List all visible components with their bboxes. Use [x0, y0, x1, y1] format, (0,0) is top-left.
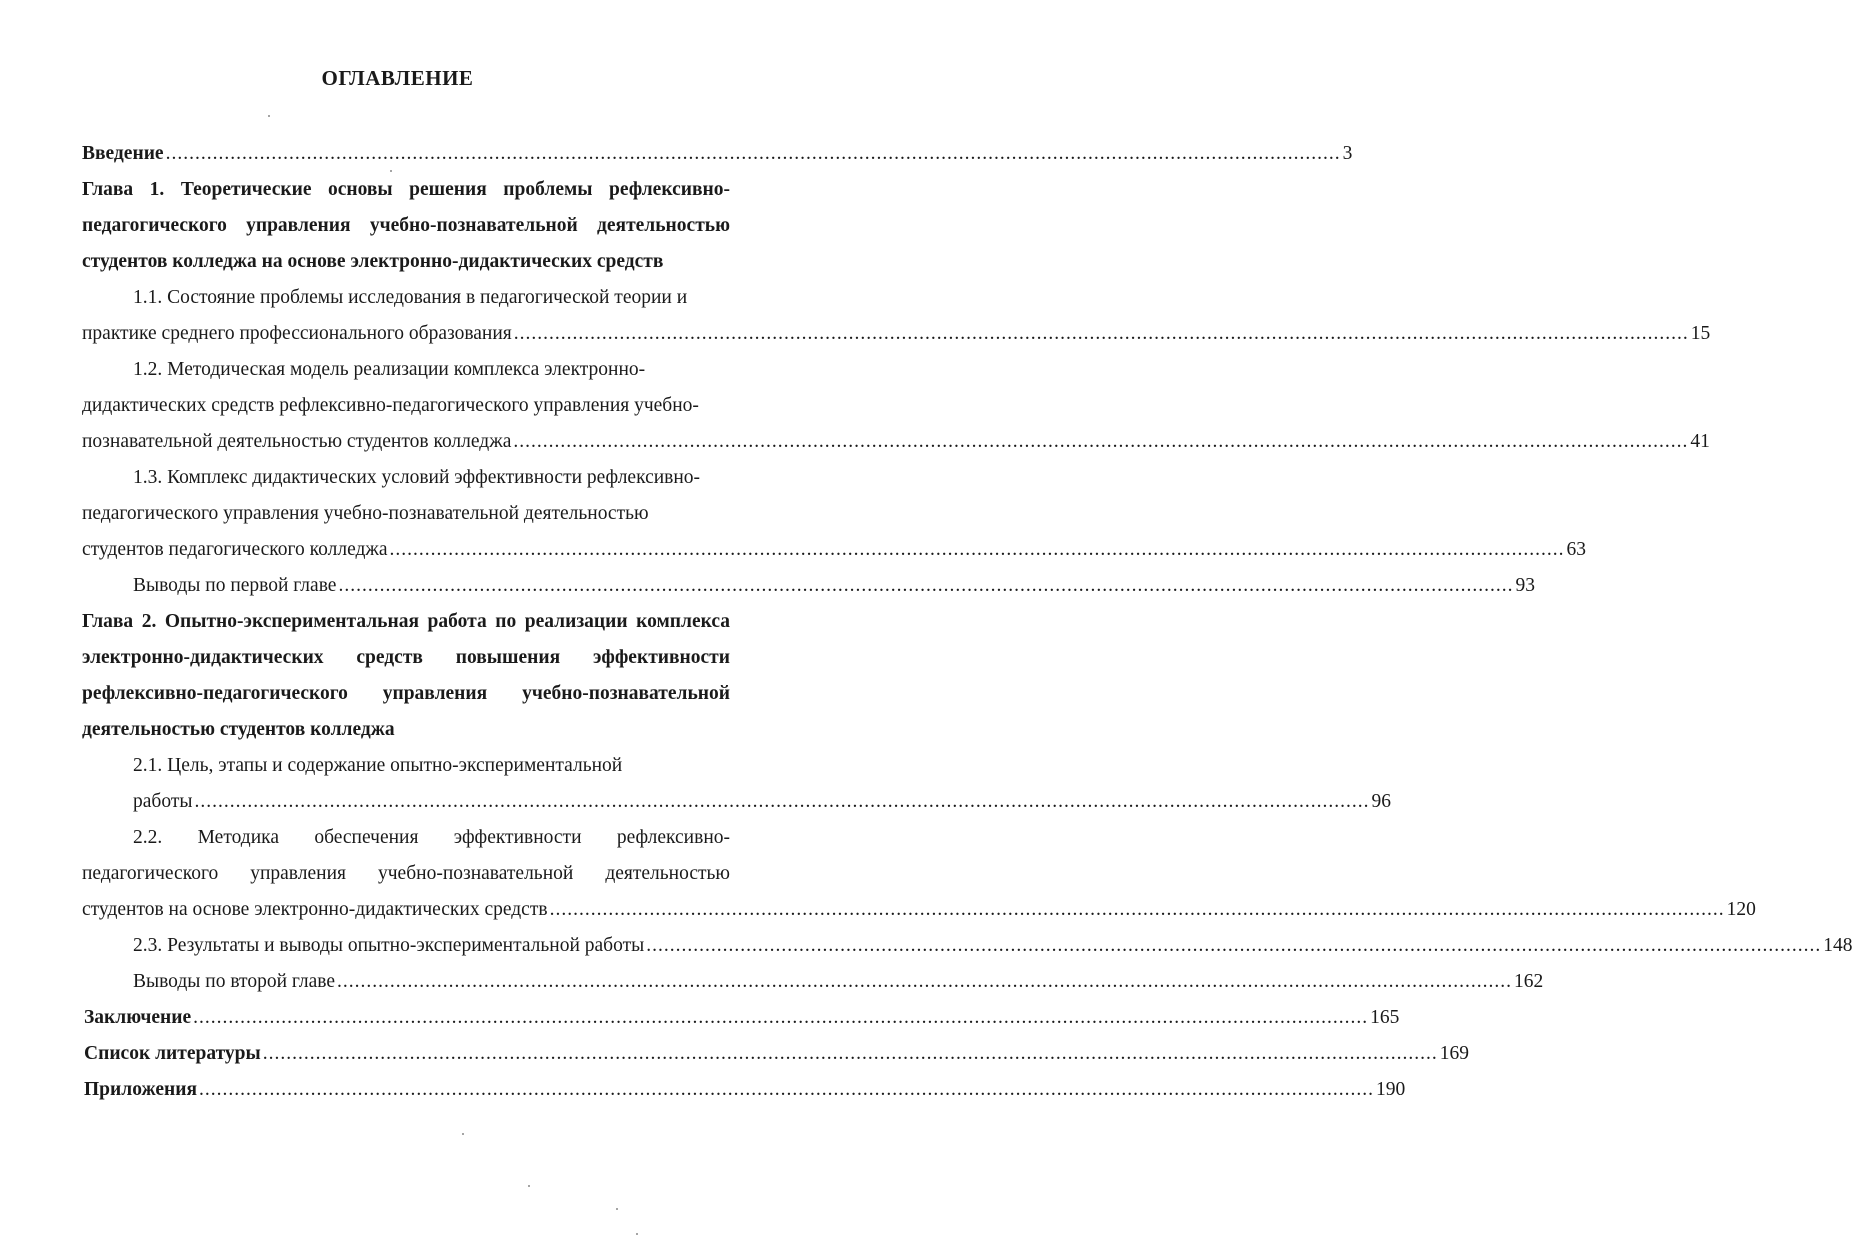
toc-leader: ........................................................................................................................................................................................................: [199, 1079, 1375, 1100]
scan-speck: [528, 1185, 530, 1187]
toc-label: Выводы по второй главе: [133, 971, 336, 992]
toc-page-number: 190: [1376, 1079, 1406, 1100]
toc-entry-1-3-line[interactable]: педагогического управления учебно-познавательной деятельностью: [82, 503, 649, 524]
toc-leader: ........................................................................................................................................................................................................: [338, 575, 1514, 596]
toc-leader: ........................................................................................................................................................................................................: [337, 971, 1513, 992]
toc-entry-1-3[interactable]: [82, 536, 1587, 564]
scan-speck: [268, 115, 270, 117]
toc-entry-appendices[interactable]: [84, 1076, 1406, 1104]
toc-leader: ........................................................................................................................................................................................................: [262, 1043, 1438, 1064]
toc-label: 2.3. Результаты и выводы опытно-экспериментальной работы: [133, 935, 645, 956]
toc-label: познавательной деятельностью студентов колледжа: [82, 431, 512, 452]
toc-page-number: 148: [1823, 935, 1852, 956]
toc-label: студентов педагогического колледжа: [82, 539, 388, 560]
toc-label: Выводы по первой главе: [133, 575, 337, 596]
toc-label: Введение: [82, 143, 164, 164]
toc-page-number: 15: [1690, 323, 1711, 344]
scan-speck: [616, 1208, 618, 1210]
toc-entry-2-3[interactable]: [133, 932, 1852, 960]
chapter1-heading-line[interactable]: Глава 1. Теоретические основы решения проблемы рефлексивно-: [82, 179, 730, 200]
toc-entry-1-1[interactable]: [82, 320, 1711, 348]
toc-entry-2-1[interactable]: [133, 788, 1391, 816]
toc-entry-2-2[interactable]: [82, 896, 1756, 924]
scan-speck: [390, 170, 392, 172]
toc-leader: ........................................................................................................................................................................................................: [194, 791, 1370, 812]
toc-page-number: 3: [1342, 143, 1353, 164]
toc-page-number: 41: [1690, 431, 1710, 452]
toc-page-number: 169: [1439, 1043, 1469, 1064]
toc-entry-1-2[interactable]: [82, 428, 1710, 456]
toc-entry-1-2-line[interactable]: дидактических средств рефлексивно-педагогического управления учебно-: [82, 395, 699, 416]
scan-speck: [462, 1133, 464, 1135]
toc-leader: ........................................................................................................................................................................................................: [389, 539, 1565, 560]
toc-entry-1-2-line[interactable]: 1.2. Методическая модель реализации комплекса электронно-: [133, 359, 646, 380]
toc-entry-2-1-line[interactable]: 2.1. Цель, этапы и содержание опытно-экспериментальной: [133, 755, 623, 776]
toc-page-number: 120: [1726, 899, 1756, 920]
toc-entry-chapter1-conclusion[interactable]: [133, 572, 1535, 600]
toc-entry-references[interactable]: [84, 1040, 1469, 1068]
scan-speck: [636, 1233, 638, 1235]
toc-entry-intro[interactable]: [82, 140, 1353, 168]
toc-label: практике среднего профессионального образования: [82, 323, 512, 344]
toc-leader: ........................................................................................................................................................................................................: [513, 323, 1689, 344]
chapter1-heading-line[interactable]: студентов колледжа на основе электронно-дидактических средств: [82, 251, 664, 272]
toc-page-number: 162: [1514, 971, 1544, 992]
page-title: ОГЛАВЛЕНИЕ: [321, 66, 474, 90]
toc-page-number: 96: [1371, 791, 1391, 812]
toc-label: Приложения: [84, 1079, 198, 1100]
toc-label: студентов на основе электронно-дидактических средств: [82, 899, 548, 920]
chapter2-heading-line[interactable]: деятельностью студентов колледжа: [82, 719, 395, 740]
toc-entry-2-2-line[interactable]: педагогического управления учебно-познавательной деятельностью: [82, 863, 730, 884]
chapter2-heading-line[interactable]: Глава 2. Опытно-экспериментальная работа по реализации комплекса: [82, 611, 730, 632]
toc-label: Список литературы: [84, 1043, 261, 1064]
toc-entry-chapter2-conclusion[interactable]: [133, 968, 1544, 996]
toc-leader: ........................................................................................................................................................................................................: [513, 431, 1689, 452]
toc-label: работы: [133, 791, 193, 812]
toc-label: Заключение: [84, 1007, 192, 1028]
toc-entry-1-3-line[interactable]: 1.3. Комплекс дидактических условий эффективности рефлексивно-: [133, 467, 701, 488]
toc-entry-closing[interactable]: [84, 1004, 1400, 1032]
toc-page-number: 63: [1566, 539, 1587, 560]
chapter2-heading-line[interactable]: электронно-дидактических средств повышения эффективности: [82, 647, 730, 668]
toc-page-number: 93: [1515, 575, 1535, 596]
toc-entry-1-1-line[interactable]: 1.1. Состояние проблемы исследования в педагогической теории и: [133, 287, 688, 308]
toc-leader: ........................................................................................................................................................................................................: [165, 143, 1341, 164]
toc-entry-2-2-line[interactable]: 2.2. Методика обеспечения эффективности рефлексивно-: [133, 827, 730, 848]
chapter2-heading-line[interactable]: рефлексивно-педагогического управления учебно-познавательной: [82, 683, 730, 704]
chapter1-heading-line[interactable]: педагогического управления учебно-познавательной деятельностью: [82, 215, 730, 236]
toc-page-number: 165: [1370, 1007, 1400, 1028]
toc-leader: ........................................................................................................................................................................................................: [549, 899, 1725, 920]
toc-leader: ........................................................................................................................................................................................................: [193, 1007, 1369, 1028]
toc-leader: ........................................................................................................................................................................................................: [646, 935, 1822, 956]
